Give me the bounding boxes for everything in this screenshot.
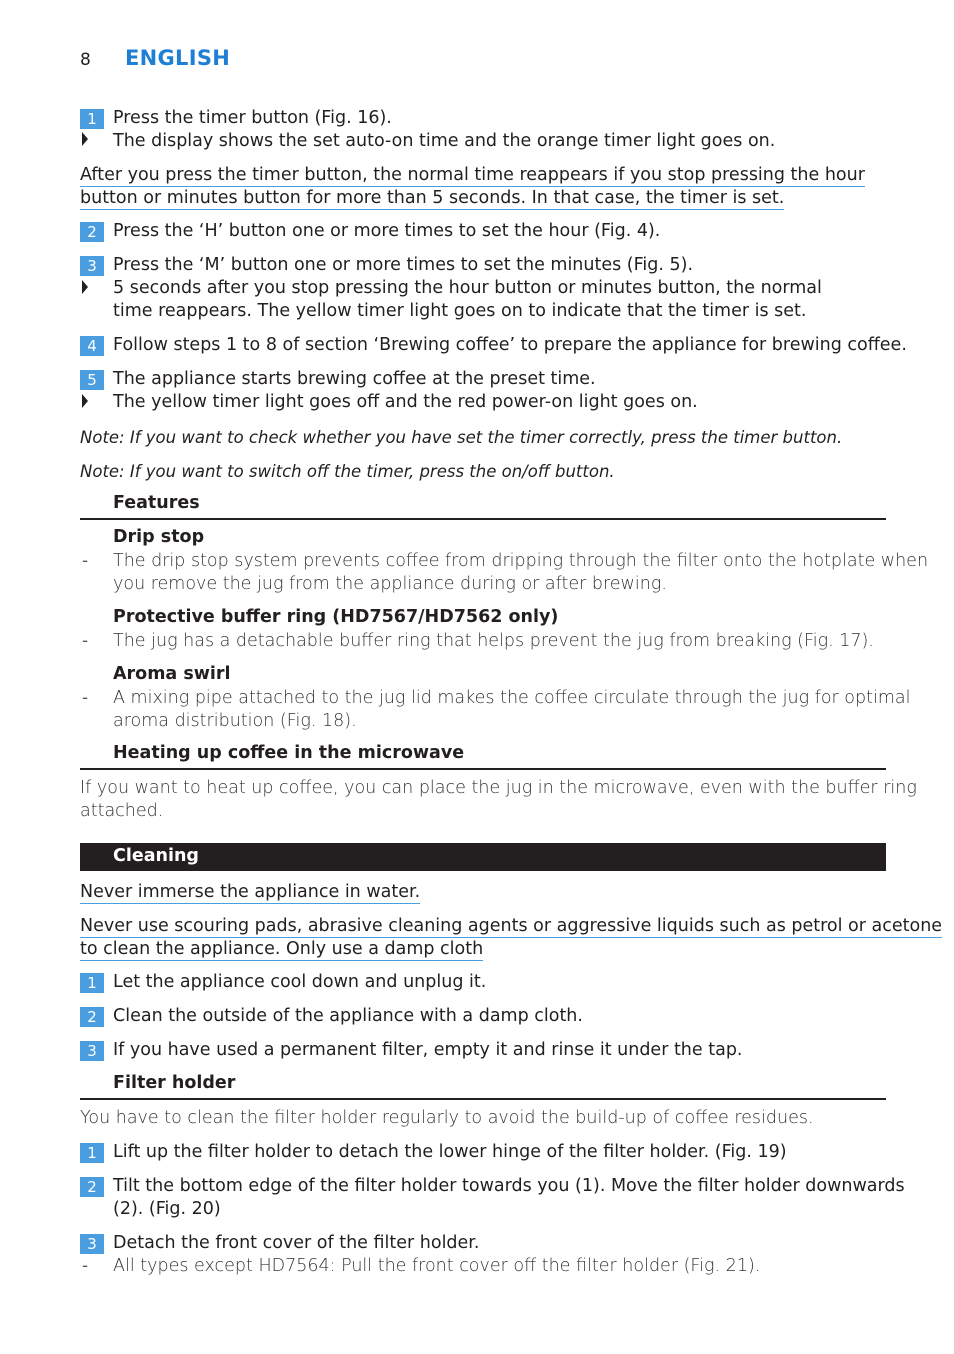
body-text: attached.	[80, 801, 164, 821]
body-text: If you want to heat up coffee, you can place the jug in the microwave, even with the buffer ring	[80, 778, 917, 798]
step-text: Press the ‘H’ button one or more times to set the hour (Fig. 4).	[113, 221, 661, 241]
section-rule	[80, 518, 886, 520]
body-text: You have to clean the filter holder regularly to avoid the build-up of coffee residues.	[80, 1108, 814, 1128]
step-text: Tilt the bottom edge of the filter holder towards you (1). Move the filter holder downwards	[113, 1176, 905, 1196]
section-rule	[80, 1098, 886, 1100]
step-number: 5	[80, 370, 104, 390]
section-rule	[80, 768, 886, 770]
step-text: Press the ‘M’ button one or more times to set the minutes (Fig. 5).	[113, 255, 694, 275]
note: Note: If you want to check whether you have set the timer correctly, press the timer button.	[80, 428, 843, 447]
step-result: The yellow timer light goes off and the red power-on light goes on.	[113, 392, 698, 412]
feature-title: Drip stop	[113, 527, 205, 547]
step-result: time reappears. The yellow timer light goes on to indicate that the timer is set.	[113, 301, 807, 321]
feature-title: Aroma swirl	[113, 664, 231, 684]
section-heading-microwave: Heating up coffee in the microwave	[113, 743, 465, 763]
feature-text: A mixing pipe attached to the jug lid makes the coffee circulate through the jug for optimal	[113, 688, 911, 708]
section-heading-cleaning: Cleaning	[113, 846, 199, 866]
feature-title: Protective buffer ring (HD7567/HD7562 only)	[113, 607, 559, 627]
step-number: 2	[80, 222, 104, 242]
step-result: 5 seconds after you stop pressing the hour button or minutes button, the normal	[113, 278, 822, 298]
step-text: Let the appliance cool down and unplug it.	[113, 972, 487, 992]
page-number: 8	[80, 50, 91, 70]
feature-text: The jug has a detachable buffer ring that helps prevent the jug from breaking (Fig. 17).	[113, 631, 874, 651]
step-number: 2	[80, 1007, 104, 1027]
warning-text: Never use scouring pads, abrasive cleaning agents or aggressive liquids such as petrol or acetone	[80, 916, 943, 936]
feature-text: aroma distribution (Fig. 18).	[113, 711, 357, 731]
bullet-dash: -	[82, 551, 89, 571]
bullet-dash: -	[82, 1256, 89, 1276]
warning-text: Never immerse the appliance in water.	[80, 882, 421, 902]
language-title: ENGLISH	[125, 46, 231, 70]
section-heading-features: Features	[113, 493, 200, 513]
result-arrow-icon	[82, 132, 88, 146]
step-number: 1	[80, 1143, 104, 1163]
step-text: (2). (Fig. 20)	[113, 1199, 221, 1219]
step-text: Press the timer button (Fig. 16).	[113, 108, 392, 128]
result-arrow-icon	[82, 280, 88, 294]
step-number: 3	[80, 256, 104, 276]
step-text: If you have used a permanent filter, empty it and rinse it under the tap.	[113, 1040, 743, 1060]
info-text: After you press the timer button, the normal time reappears if you stop pressing the hour	[80, 165, 865, 185]
step-number: 1	[80, 973, 104, 993]
step-number: 4	[80, 336, 104, 356]
step-text: Clean the outside of the appliance with a damp cloth.	[113, 1006, 583, 1026]
step-number: 1	[80, 109, 104, 129]
note: Note: If you want to switch off the timer, press the on/off button.	[80, 462, 615, 481]
step-number: 3	[80, 1041, 104, 1061]
feature-text: The drip stop system prevents coffee from dripping through the filter onto the hotplate when	[113, 551, 929, 571]
result-arrow-icon	[82, 394, 88, 408]
step-text: The appliance starts brewing coffee at the preset time.	[113, 369, 596, 389]
step-result: The display shows the set auto-on time and the orange timer light goes on.	[113, 131, 776, 151]
step-text: Lift up the filter holder to detach the lower hinge of the filter holder. (Fig. 19)	[113, 1142, 787, 1162]
step-number: 2	[80, 1177, 104, 1197]
sub-step-text: All types except HD7564: Pull the front cover off the filter holder (Fig. 21).	[113, 1256, 761, 1276]
warning-text: to clean the appliance. Only use a damp cloth	[80, 939, 484, 959]
step-number: 3	[80, 1234, 104, 1254]
bullet-dash: -	[82, 688, 89, 708]
info-text: button or minutes button for more than 5 seconds. In that case, the timer is set.	[80, 188, 785, 208]
bullet-dash: -	[82, 631, 89, 651]
section-heading-filter-holder: Filter holder	[113, 1073, 236, 1093]
step-text: Follow steps 1 to 8 of section ‘Brewing coffee’ to prepare the appliance for brewing coffee.	[113, 335, 907, 355]
feature-text: you remove the jug from the appliance during or after brewing.	[113, 574, 667, 594]
step-text: Detach the front cover of the filter holder.	[113, 1233, 480, 1253]
section-banner-cleaning	[80, 843, 886, 871]
